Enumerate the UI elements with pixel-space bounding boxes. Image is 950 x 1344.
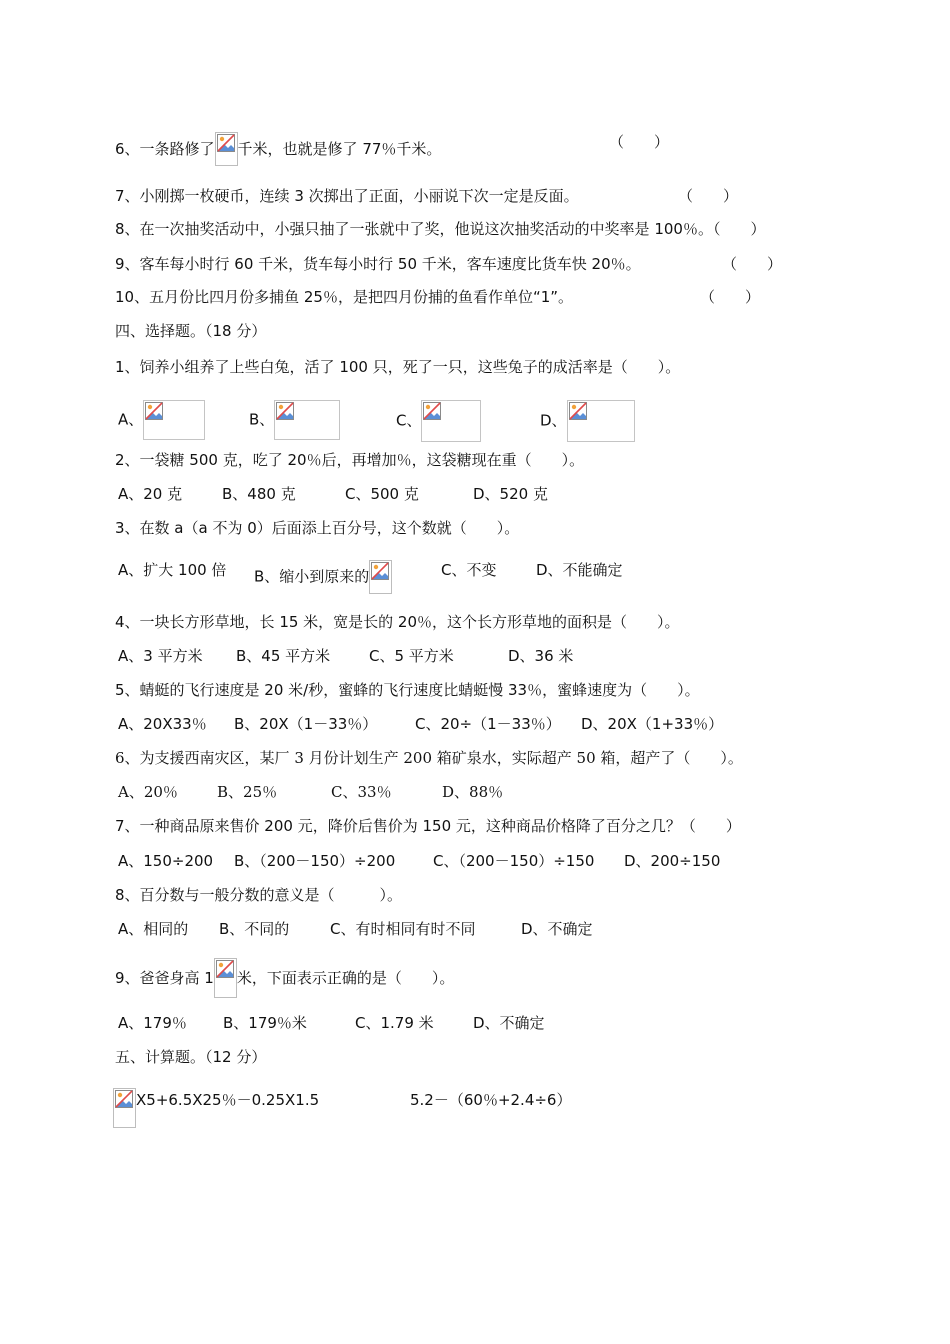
- choice-7-option-d: D、200÷150: [624, 852, 721, 870]
- broken-image-icon: [143, 400, 205, 440]
- choice-1-option-d: [540, 400, 635, 442]
- section-4-title: 四、选择题。（18 分）: [115, 322, 267, 340]
- choice-7-option-b: B、（200－150）÷200: [234, 852, 396, 870]
- broken-image-icon: [567, 400, 635, 442]
- judge-item-6: [115, 132, 441, 166]
- choice-2-option-c: C、500 克: [345, 485, 419, 503]
- choice-item-1: 1、饲养小组养了上些白兔，活了 100 只，死了一只，这些兔子的成活率是（ ）。: [115, 358, 681, 376]
- option-label: A、: [118, 410, 144, 429]
- choice-5-option-c: C、20÷（1－33％）: [415, 715, 561, 733]
- judge-item-9: 9、客车每小时行 60 千米，货车每小时行 50 千米，客车速度比货车快 20％。: [115, 255, 641, 273]
- choice-item-9-text-a: 9、爸爸身高 1: [115, 969, 214, 987]
- option-label: C、: [396, 411, 422, 430]
- choice-9-option-d: D、不确定: [473, 1014, 545, 1032]
- choice-9-option-c: C、1.79 米: [355, 1014, 434, 1032]
- choice-6-option-b: B、25％: [217, 783, 278, 801]
- choice-4-option-d: D、36 米: [508, 647, 574, 665]
- choice-item-5: 5、蜻蜓的飞行速度是 20 米/秒，蜜蜂的飞行速度比蜻蜓慢 33％，蜜蜂速度为（ ）。: [115, 681, 700, 699]
- choice-3-option-b: [254, 560, 392, 594]
- calc-expression-1-text: X5+6.5X25％－0.25X1.5: [136, 1091, 320, 1109]
- choice-item-8: 8、百分数与一般分数的意义是（ ）。: [115, 886, 403, 904]
- choice-7-option-a: A、150÷200: [118, 852, 214, 870]
- choice-2-option-d: D、520 克: [473, 485, 548, 503]
- choice-9-option-a: A、179％: [118, 1014, 187, 1032]
- broken-image-icon: [274, 400, 340, 440]
- choice-3-option-a: A、扩大 100 倍: [118, 561, 227, 579]
- choice-8-option-b: B、不同的: [219, 920, 290, 938]
- broken-image-icon: [113, 1088, 136, 1128]
- choice-2-option-a: A、20 克: [118, 485, 183, 503]
- choice-1-option-a: [118, 400, 205, 440]
- option-label: B、: [249, 410, 275, 429]
- broken-image-icon: [421, 400, 481, 442]
- choice-item-4: 4、一块长方形草地，长 15 米，宽是长的 20％，这个长方形草地的面积是（ ）。: [115, 613, 680, 631]
- judge-item-6-text-a: 6、一条路修了: [115, 140, 215, 158]
- choice-2-option-b: B、480 克: [222, 485, 296, 503]
- judge-item-10: 10、五月份比四月份多捕鱼 25％，是把四月份捕的鱼看作单位“1”。: [115, 288, 574, 306]
- choice-6-option-a: A、20％: [118, 783, 178, 801]
- broken-image-icon: [369, 560, 392, 594]
- choice-7-option-c: C、（200－150）÷150: [433, 852, 595, 870]
- choice-1-option-c: [396, 400, 481, 442]
- judge-item-6-text-b: 千米，也就是修了 77％千米。: [237, 140, 442, 158]
- choice-8-option-d: D、不确定: [521, 920, 593, 938]
- choice-4-option-c: C、5 平方米: [369, 647, 454, 665]
- section-5-title: 五、计算题。（12 分）: [115, 1048, 267, 1066]
- choice-6-option-d: D、88％: [442, 783, 504, 801]
- option-label: D、: [540, 411, 567, 430]
- choice-item-9: [115, 958, 454, 998]
- choice-3-option-d: D、不能确定: [536, 561, 623, 579]
- choice-4-option-a: A、3 平方米: [118, 647, 203, 665]
- choice-5-option-b: B、20X（1－33％）: [234, 715, 378, 733]
- choice-item-2: 2、一袋糖 500 克，吃了 20％后，再增加％，这袋糖现在重（ ）。: [115, 451, 585, 469]
- answer-paren-10: （ ）: [700, 288, 761, 306]
- judge-item-7: 7、小刚掷一枚硬币，连续 3 次掷出了正面，小丽说下次一定是反面。: [115, 187, 579, 205]
- answer-paren-6: （ ）: [609, 133, 670, 151]
- option-label: B、缩小到原来的: [254, 567, 370, 586]
- broken-image-icon: [214, 958, 237, 998]
- choice-5-option-d: D、20X（1+33％）: [581, 715, 724, 733]
- answer-paren-9: （ ）: [722, 255, 783, 273]
- choice-item-7: 7、一种商品原来售价 200 元，降价后售价为 150 元，这种商品价格降了百分之几？（ ）: [115, 817, 741, 835]
- judge-item-8: 8、在一次抽奖活动中，小强只抽了一张就中了奖，他说这次抽奖活动的中奖率是 100％。（ ）: [115, 220, 766, 238]
- calc-expression-2: 5.2－（60％+2.4÷6）: [410, 1091, 572, 1109]
- choice-8-option-a: A、相同的: [118, 920, 189, 938]
- choice-4-option-b: B、45 平方米: [236, 647, 331, 665]
- answer-paren-7: （ ）: [678, 187, 739, 205]
- choice-6-option-c: C、33％: [331, 783, 392, 801]
- choice-1-option-b: [249, 400, 340, 440]
- choice-item-9-text-b: 米，下面表示正确的是（ ）。: [236, 969, 455, 987]
- choice-3-option-c: C、不变: [441, 561, 497, 579]
- choice-item-6: 6、为支援西南灾区，某厂 3 月份计划生产 200 箱矿泉水，实际超产 50 箱，超产了（ ）。: [115, 749, 743, 767]
- choice-item-3: 3、在数 a（a 不为 0）后面添上百分号，这个数就（ ）。: [115, 519, 520, 537]
- broken-image-icon: [215, 132, 238, 166]
- choice-5-option-a: A、20X33％: [118, 715, 207, 733]
- calc-expression-1: [113, 1088, 319, 1128]
- choice-8-option-c: C、有时相同有时不同: [330, 920, 476, 938]
- choice-9-option-b: B、179％米: [223, 1014, 307, 1032]
